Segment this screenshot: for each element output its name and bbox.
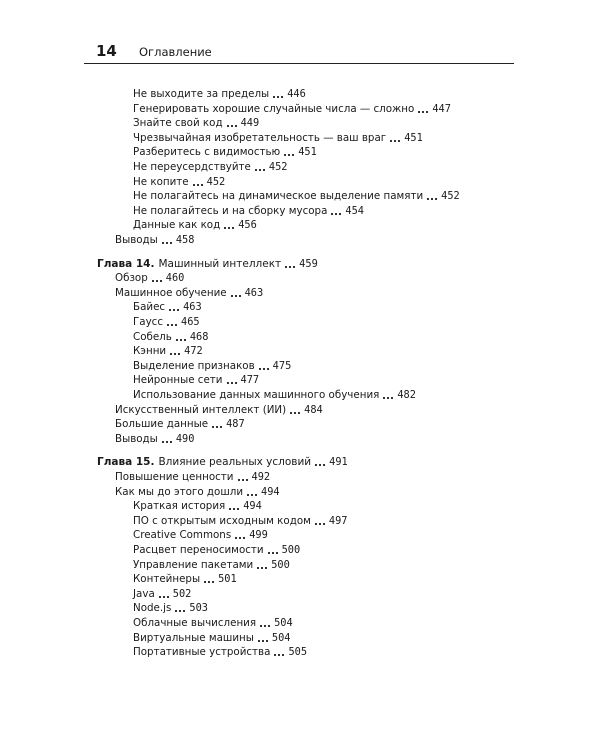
toc-page-number: 452: [441, 190, 460, 203]
toc-page-number: 458: [175, 234, 195, 246]
toc-page-number: 452: [268, 161, 288, 173]
dot-leader: [268, 552, 278, 554]
toc-entry-title: [97, 258, 281, 271]
toc-page-number: 447: [432, 102, 451, 115]
dot-leader: [227, 382, 237, 384]
toc-entry-text: Node.js: [133, 602, 172, 615]
toc-page-number: 446: [287, 88, 306, 100]
dot-leader: [235, 537, 245, 539]
dot-leader: [290, 412, 300, 414]
toc-page-number: 475: [272, 359, 292, 372]
toc-entry-title: [133, 374, 223, 387]
toc-entry-text: Контейнеры: [133, 573, 201, 586]
toc-entry-title: [133, 602, 171, 615]
toc-entry-text: Собель: [133, 330, 172, 343]
toc-entry-text: Разберитесь с видимостью: [133, 146, 281, 159]
toc-entry-title: [115, 433, 158, 446]
dot-leader: [152, 280, 162, 282]
toc-entry-text: Java: [133, 587, 155, 600]
toc-entry-title: [133, 559, 253, 572]
toc-entry-text: Выводы: [115, 234, 158, 246]
toc-page-number: 504: [274, 617, 293, 629]
toc-page-number: 503: [189, 602, 208, 615]
toc-page-number: 477: [240, 374, 260, 387]
toc-page-number: 487: [226, 418, 245, 431]
dot-leader: [331, 213, 341, 215]
toc-entry-title: [133, 389, 379, 402]
toc-entry-text: Не полагайтесь на динамическое выделение памяти: [133, 190, 424, 203]
toc-entry-title: [133, 205, 327, 218]
toc-entry-title: [115, 272, 148, 285]
dot-leader: [169, 309, 179, 311]
dot-leader: [418, 111, 428, 113]
chapter-label: Глава 15.: [97, 456, 155, 469]
toc-page-number: 482: [397, 389, 416, 401]
toc-page-number: 491: [329, 456, 348, 469]
toc-page-number: 484: [304, 403, 323, 416]
dot-leader: [315, 464, 325, 466]
dot-leader: [247, 494, 257, 496]
toc-entry-title: [133, 646, 270, 659]
toc-page-number: 454: [345, 204, 365, 217]
toc-page-number: 451: [298, 146, 317, 159]
toc-entry-title: [133, 360, 255, 373]
toc-entry-text: Машинный интеллект: [158, 257, 282, 270]
toc-entry-text: Управление пакетами: [133, 558, 254, 571]
toc-entry-text: Creative Commons: [133, 529, 232, 542]
toc-page-number: 463: [183, 301, 202, 314]
dot-leader: [259, 368, 269, 370]
toc-page-number: 451: [404, 131, 423, 144]
toc-entry-title: [133, 515, 311, 528]
toc-page-number: 499: [249, 529, 268, 542]
toc-page-number: 459: [299, 257, 318, 270]
dot-leader: [383, 397, 393, 399]
toc-page-number: 500: [271, 558, 290, 571]
dot-leader: [285, 266, 295, 268]
dot-leader: [159, 596, 169, 598]
dot-leader: [274, 654, 284, 656]
toc-entry-title: [115, 404, 286, 417]
toc-entry-title: [133, 219, 220, 232]
toc-page-number: 502: [172, 587, 192, 600]
toc-entry-title: [133, 146, 280, 159]
dot-leader: [238, 479, 248, 481]
toc-page-number: 472: [184, 345, 203, 358]
toc-entry-text: Данные как код: [133, 219, 221, 232]
toc-entry-text: Байес: [133, 301, 166, 314]
toc-entry-title: [133, 316, 163, 329]
running-title: Оглавление: [139, 45, 212, 59]
toc-entry-title: [133, 529, 231, 542]
toc-entry-text: Виртуальные машины: [133, 631, 254, 644]
dot-leader: [260, 625, 270, 627]
toc-entry-title: [133, 345, 166, 358]
toc-entry-title: [133, 331, 172, 344]
toc-entry-title: [133, 573, 200, 586]
dot-leader: [229, 508, 239, 510]
toc-entry-title: [133, 632, 254, 645]
toc-page-number: 465: [181, 316, 200, 328]
dot-leader: [273, 96, 283, 98]
toc-entry-title: [133, 544, 264, 557]
toc-entry-title: [133, 301, 165, 314]
toc-page-number: 497: [328, 514, 348, 527]
toc-entry-text: Обзор: [115, 272, 148, 285]
toc-entry-text: Нейронные сети: [133, 374, 223, 387]
toc-page-number: 500: [281, 544, 301, 556]
toc-entry-title: [133, 588, 155, 601]
toc-entry-text: Выводы: [115, 432, 158, 445]
toc-page-number: 505: [288, 646, 308, 659]
toc-entry-text: Не полагайтесь и на сборку мусора: [133, 204, 328, 217]
header-rule: [84, 63, 514, 64]
toc-entry-text: Машинное обучение: [115, 286, 227, 299]
toc-entry-text: Расцвет переносимости: [133, 544, 264, 556]
toc-entry-text: Использование данных машинного обучения: [133, 389, 380, 401]
toc-page-number: 490: [175, 432, 195, 445]
toc-entry-title: [97, 456, 311, 469]
dot-leader: [427, 198, 437, 200]
toc-entry-title: [133, 132, 386, 145]
toc-entry-title: [133, 161, 251, 174]
toc-entry-text: Не копите: [133, 175, 189, 188]
toc-entry-text: Не переусердствуйте: [133, 161, 251, 173]
toc-page-number: 494: [243, 500, 262, 513]
toc-entry-title: [133, 103, 414, 116]
dot-leader: [176, 339, 186, 341]
toc-entry-text: Знайте свой код: [133, 117, 223, 130]
dot-leader: [227, 125, 237, 127]
chapter-label: Глава 14.: [97, 257, 155, 270]
toc-entry-text: Генерировать хорошие случайные числа — сложно: [133, 102, 415, 115]
toc-entry-title: [133, 190, 423, 203]
page-header: [84, 40, 514, 64]
toc-entry-text: Не выходите за пределы: [133, 88, 270, 100]
toc-entry-text: Выделение признаков: [133, 359, 255, 372]
toc-page-number: 501: [218, 573, 237, 586]
dot-leader: [204, 581, 214, 583]
dot-leader: [162, 242, 172, 244]
toc-entry-text: Влияние реальных условий: [158, 456, 312, 469]
toc-entry-text: ПО с открытым исходным кодом: [133, 514, 311, 527]
dot-leader: [224, 227, 234, 229]
dot-leader: [162, 441, 172, 443]
dot-leader: [315, 523, 325, 525]
toc-entry-title: [133, 117, 223, 130]
toc-entry-text: Большие данные: [115, 418, 209, 431]
page-number: 14: [96, 42, 117, 60]
toc-entry-title: [115, 486, 243, 499]
toc-page-number: 494: [261, 485, 280, 498]
toc-entry-text: Как мы до этого дошли: [115, 485, 244, 498]
toc-entry-title: [115, 471, 234, 484]
toc-page-number: 504: [271, 631, 291, 644]
dot-leader: [284, 154, 294, 156]
toc-page-number: 460: [165, 272, 185, 285]
toc-page-number: 452: [206, 175, 226, 188]
toc-entry-title: [133, 88, 269, 101]
dot-leader: [258, 640, 268, 642]
toc-entry-text: Кэнни: [133, 345, 167, 358]
toc-entry-text: Гаусс: [133, 316, 164, 328]
dot-leader: [167, 324, 177, 326]
toc-page-number: 456: [238, 219, 257, 232]
toc-page-number: 463: [244, 286, 264, 299]
dot-leader: [212, 426, 222, 428]
dot-leader: [257, 567, 267, 569]
toc-entry-title: [115, 287, 227, 300]
dot-leader: [170, 353, 180, 355]
toc-entry-text: Чрезвычайная изобретательность — ваш враг: [133, 131, 387, 144]
dot-leader: [193, 184, 203, 186]
toc-page-number: 449: [240, 117, 260, 130]
dot-leader: [390, 140, 400, 142]
toc-entry-title: [115, 234, 158, 247]
toc-entry-title: [133, 617, 256, 630]
dot-leader: [175, 610, 185, 612]
toc-entry-title: [133, 500, 225, 513]
toc-entry-text: Искусственный интеллект (ИИ): [115, 403, 287, 416]
toc-entry-text: Краткая история: [133, 500, 226, 513]
toc-entry-title: [115, 418, 208, 431]
toc-entry-title: [133, 176, 189, 189]
dot-leader: [255, 169, 265, 171]
dot-leader: [231, 295, 241, 297]
toc-page-number: 468: [189, 330, 209, 343]
toc-page-number: 492: [251, 471, 271, 483]
toc-entry-text: Портативные устройства: [133, 646, 271, 659]
toc-entry-text: Облачные вычисления: [133, 617, 257, 629]
toc-entry-text: Повышение ценности: [115, 471, 234, 483]
